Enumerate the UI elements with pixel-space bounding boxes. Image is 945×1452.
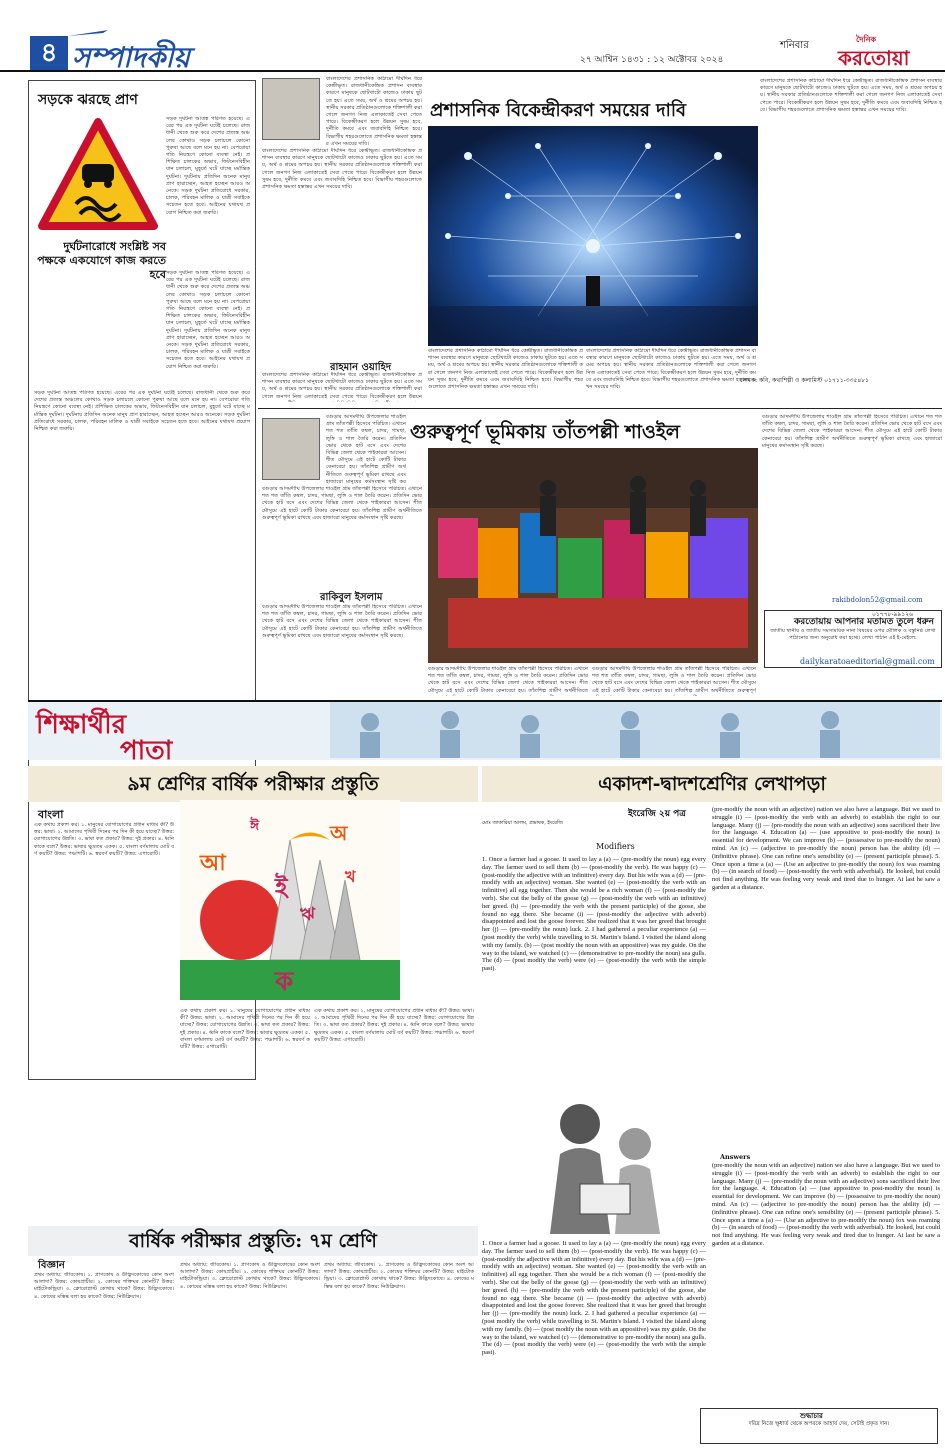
class11-topic: Modifiers (596, 842, 635, 851)
sidebar-title: সড়কে ঝরছে প্রাণ (38, 92, 138, 108)
textile-market-image (428, 448, 758, 663)
article1-body-col4: বাংলাদেশের প্রশাসনিক কাঠামো দীর্ঘদিন ধরে কেন্দ্রীভূত। রাজধানীকেন্দ্রিক প্রশাসন ব্যবস্থার কারণে মানুষকে ছোটখাটো কাজেও ঢাকায় ছুটতে হয়। এতে সময়, অর্থ ও শ্রমের অপচয় হয়। স্থানীয় সরকার প্রতিষ্ঠানগুলোকে শক্তিশালী করা গেলে জনগণ নিজ এলাকাতেই সেবা পেতে পারে। বিকেন্দ্রীকরণ হলে উন্নয়ন সুষম হবে, দুর্নীতি কমবে এবং জবাবদিহি নিশ্চিত হবে। বিভাগীয় শহরগুলোতে প্রশাসনিক ক্ষমতা হস্তান্তর এখন সময়ের দাবি। (760, 78, 942, 113)
dateline: ২৭ আশ্বিন ১৪৩১ : ১২ অক্টোবর ২০২৪ (580, 55, 724, 65)
svg-text:ঈ: ঈ (250, 818, 260, 834)
article2-lead: বগুড়ার আদমদীঘি উপজেলার শাওইল গ্রাম তাঁতপল্লী হিসেবে পরিচিত। এখানে শত শত তাঁতি কম্বল, চাদর, গামছা, লুঙ্গি ও শাল তৈরি করেন। প্রতিদিন ভোর থেকে হাট বসে এবং দেশের বিভিন্ন জেলা থেকে পাইকাররা আসেন। শীত মৌসুমে এই হাটে কোটি টাকার কেনাবেচা হয়। তাঁতশিল্প গ্রামীণ অর্থনীতিতে গুরুত্বপূর্ণ ভূমিকা রাখছে এবং হাজারো মানুষের কর্মসংস্থান সৃষ্টি কর (326, 414, 406, 484)
article1-headline: প্রশাসনিক বিকেন্দ্রীকরণ সময়ের দাবি (430, 100, 687, 121)
article1-body-col1: বাংলাদেশের প্রশাসনিক কাঠামো দীর্ঘদিন ধরে কেন্দ্রীভূত। রাজধানীকেন্দ্রিক প্রশাসন ব্যবস্থার কারণে মানুষকে ছোটখাটো কাজেও ঢাকায় ছুটতে হয়। এতে সময়, অর্থ ও শ্রমের অপচয় হয়। স্থানীয় সরকার প্রতিষ্ঠানগুলোকে শক্তিশালী করা গেলে জনগণ নিজ এলাকাতেই সেবা পেতে পারে। বিকেন্দ্রীকরণ হলে উন্নয়ন সুষম হবে, দুর্নীতি কমবে এবং জবাবদিহি নিশ্চিত হবে। বিভাগীয় শহরগুলোতে প্রশাসনিক ক্ষমতা হস্তান্তর এখন সময়ের দাবি। (262, 148, 422, 191)
class7-body-col2: প্রথম অধ্যায়: জীবকোষ। ১. প্রাণকোষ ও উদ্ভিদকোষের কোন অংশ আলাদা? উত্তর: কোষপ্রাচীর। ২. কোষের শক্তিঘর কোনটি? উত্তর: মাইটোকন্ড্রিয়া। ৩. ক্লোরোপ্লাস্ট কোথায় থাকে? উত্তর: উদ্ভিদকোষে। ৪. কোষের মস্তিষ্ক বলা হয় কাকে? উত্তর: নিউক্লিয়াস। (180, 1262, 320, 1290)
weekday: শনিবার (780, 40, 809, 51)
svg-text:আ: আ (200, 851, 226, 876)
sidebar-body-bottom: সড়ক দুর্ঘটনা আতঙ্ক পরিণত হয়েছে। এরের পর এক দুর্ঘটনা ঘটেই চলেছে। রাজধানী থেকে শুরু করে দেশের প্রত্যন্ত অঞ্চলের কোথাও সড়ক চলাচলে কোনো পুরুষা আছে বলে মনে হয় না। বেপরোয়া গতি নিয়ন্ত্রণে কোনো ব্যবস্থা নেই। প্রশিক্ষিত চালকের অভাব, ফিটনেসবিহীন যান চলাচল, মুহূর্তে ঘটে যাচ্ছে মর্মান্তিক দুর্ঘটনা। দুর্ঘটনায় প্রতিদিন অনেক মানুষ প্রাণ হারাচ্ছেন, আহত হচ্ছেন আরও অনেকে। সড়ক দুর্ঘটনা প্রতিরোধে সরকার, চালক, পরিবহন মালিক ও যাত্রী সবাইকে সচেতন হতে হবে। আইনের যথাযথ প্রয়োগ নিশ্চিত করা জরুরি। (34, 390, 250, 433)
class11-body-col1: 1. Once a farmer had a goose. It used to lay a (a) — (pre-modify the noun) egg every day. The farmer used to sell them (b) — (post-modify the verb). He was happy (c) — (post-modify the adjective with an infinitive) every day. But his wife was a (d) — (pre-modify with an adjective) woman. She wanted (e) — (post-modify the verb with an infinitive) all egg together. Then she would be a rich woman (f) — (post-modify the verb). She cut the belly of the goose (g) — (post-modify the verb with an infinitive) her greed. (h) — (pre-modify the verb with the present participle) of the goose, she found no egg there. She became (i) — (post-modify the adjective with adverb) disappointed and lost the goose forever. She realized that it was her greed that brought her (j) — (pre-modify the noun) luck. 2. I had gathered a peculiar experience (a) — (post modify the verb) while travelling to St. Martin's Island. I visited the island along with my family. (b) — (post modify the noun with an appositive) was my guide. On the way to the island, we watched (c) — (demonstrative to pre-modify the noun) sea gulls. The (d) — (post modify the verb) were (e) — (post-modify the verb with the simple past). (482, 856, 706, 973)
bangla-alphabet-illustration (180, 800, 400, 1000)
reader-box-text: জাতীয় স্থানীয় ও জাতীয় সমসাময়িক নানা বিষয়ের ওপর মৌলিক ও বস্তুনিষ্ঠ লেখা পাঠানোর জন্য অনুরোধ করা হচ্ছে। লেখা পাঠান এই ই-মেইলে: (770, 628, 936, 642)
class7-subject: বিজ্ঞান (38, 1260, 65, 1271)
class11-answers: (pre-modify the noun with an adjective) nation we also have a language. But we used to struggle (i) — (post-modify the verb with an adverb) to establish the right to our language. Many (j) — (pre-modify the noun with an adjective) sons sacrificed their live for the language. 4. Education (a) — (use appositive to post-modify the noun) is essential for development. We can improve (b) — (possessive to pre-modify the noun) mind. An (c) — (adjective to pre-modify the noun) person has the ability (d) — (infinitive phrase). One can refine one's sensibility (e) — (present participle phrase). 5. Once upon a time a (a) — (Use an adjective to pre-modify the noun) fox was roaming (b) — (in search of food) — (post-modify the verb with adverbial). He looked, but could not find anything. He was feeling very weak and tired due to hunger. At last he saw a garden at a distance. (712, 1162, 940, 1247)
article1-body-col2: বাংলাদেশের প্রশাসনিক কাঠামো দীর্ঘদিন ধরে কেন্দ্রীভূত। রাজধানীকেন্দ্রিক প্রশাসন ব্যবস্থার কারণে মানুষকে ছোটখাটো কাজেও ঢাকায় ছুটতে হয়। এতে সময়, অর্থ ও শ্রমের অপচয় হয়। স্থানীয় সরকার প্রতিষ্ঠানগুলোকে শক্তিশালী করা গেলে জনগণ নিজ এলাকাতেই সেবা পেতে পারে। বিকেন্দ্রীকরণ হলে উন্নয়ন সুষম হবে, দুর্নীতি কমবে এবং জবাবদিহি নিশ্চিত হবে। বিভাগীয় শহরগুলোতে প্রশাসনিক ক্ষমতা হস্তান্তর এখন সময়ের দাবি। (428, 348, 583, 391)
svg-text:ক: ক (275, 967, 294, 997)
student-section-title: শিক্ষার্থীর (36, 710, 127, 740)
student-section-title-2: পাতা (120, 736, 173, 766)
newspaper-logo: করতোয়া (838, 46, 910, 70)
brand-prefix: দৈনিক (856, 34, 877, 44)
reader-box-email[interactable]: dailykaratoaeditorial@gmail.com (800, 657, 935, 666)
article2-body-col1: বগুড়ার আদমদীঘি উপজেলার শাওইল গ্রাম তাঁতপল্লী হিসেবে পরিচিত। এখানে শত শত তাঁতি কম্বল, চাদর, গামছা, লুঙ্গি ও শাল তৈরি করেন। প্রতিদিন ভোর থেকে হাট বসে এবং দেশের বিভিন্ন জেলা থেকে পাইকাররা আসেন। শীত মৌসুমে এই হাটে কোটি টাকার কেনাবেচা হয়। তাঁতশিল্প গ্রামীণ অর্থনীতিতে গুরুত্বপূর্ণ ভূমিকা রাখছে এবং হাজারো মানুষের কর্মসংস্থান সৃষ্টি করছে। (262, 486, 422, 521)
network-city-image (428, 126, 758, 346)
class7-body-col3: প্রথম অধ্যায়: জীবকোষ। ১. প্রাণকোষ ও উদ্ভিদকোষের কোন অংশ আলাদা? উত্তর: কোষপ্রাচীর। ২. কোষের শক্তিঘর কোনটি? উত্তর: মাইটোকন্ড্রিয়া। ৩. ক্লোরোপ্লাস্ট কোথায় থাকে? উত্তর: উদ্ভিদকোষে। ৪. কোষের মস্তিষ্ক বলা হয় কাকে? উত্তর: নিউক্লিয়াস। (324, 1262, 474, 1290)
answers-title: Answers (720, 1153, 751, 1161)
svg-text:খ: খ (345, 867, 356, 886)
divider (258, 408, 942, 409)
author-photo (262, 418, 320, 480)
class9-body-col1: এক কথায় প্রকাশ কর। ১. মানুষের যোগাযোগের প্রধান মাধ্যম কী? উত্তর: ভাষা। ২. আমাদের পৃথিবী দিনের পর দিন কী হয়ে যাচ্ছে? উত্তর: যোগাযোগের উন্নতি। ৩. ভাষা কত প্রকার? উত্তর: দুই প্রকার। ৪. ধ্বনি কাকে বলে? উত্তর: ভাষার ক্ষুদ্রতম একক। ৫. বাংলা বর্ণমালায় মোট বর্ণ কয়টি? উত্তর: পঞ্চাশটি। ৬. স্বরবর্ণ কয়টি? উত্তর: এগারোটি। (34, 822, 174, 857)
article1-body-col1b: বাংলাদেশের প্রশাসনিক কাঠামো দীর্ঘদিন ধরে কেন্দ্রীভূত। রাজধানীকেন্দ্রিক প্রশাসন ব্যবস্থার কারণে মানুষকে ছোটখাটো কাজেও ঢাকায় ছুটতে হয়। এতে সময়, অর্থ ও শ্রমের অপচয় হয়। স্থানীয় সরকার প্রতিষ্ঠানগুলোকে শক্তিশালী করা গেলে জনগণ নিজ এলাকাতেই সেবা পেতে পারে। বিকেন্দ্রীকরণ হলে উন্নয়ন (262, 372, 422, 400)
class9-headline: ৯ম শ্রেণির বার্ষিক পরীক্ষার প্রস্তুতি (28, 766, 478, 802)
article2-headline: গুরুত্বপূর্ণ ভূমিকায় তাঁতপল্লী শাওইল (410, 421, 680, 443)
author-photo (262, 78, 320, 140)
class9-body-col2: এক কথায় প্রকাশ কর। ১. মানুষের যোগাযোগের প্রধান মাধ্যম কী? উত্তর: ভাষা। ২. আমাদের পৃথিবী দিনের পর দিন কী হয়ে যাচ্ছে? উত্তর: যোগাযোগের উন্নতি। ৩. ভাষা কত প্রকার? উত্তর: দুই প্রকার। ৪. ধ্বনি কাকে বলে? উত্তর: ভাষার ক্ষুদ্রতম একক। ৫. বাংলা বর্ণমালায় মোট বর্ণ কয়টি? উত্তর: পঞ্চাশটি। ৬. স্বরবর্ণ কয়টি? উত্তর: এগারোটি। (180, 1008, 310, 1051)
article2-body-col4: বগুড়ার আদমদীঘি উপজেলার শাওইল গ্রাম তাঁতপল্লী হিসেবে পরিচিত। এখানে শত শত তাঁতি কম্বল, চাদর, গামছা, লুঙ্গি ও শাল তৈরি করেন। প্রতিদিন ভোর থেকে হাট বসে এবং দেশের বিভিন্ন জেলা থেকে পাইকাররা আসেন। শীত মৌসুমে এই হাটে কোটি টাকার কেনাবেচা হয়। তাঁতশিল্প গ্রামীণ অর্থনীতিতে গুরুত্বপূর্ণ ভূমিকা রাখছে এবং হাজারো মানুষের কর্মসংস্থান সৃষ্টি করছে। (762, 414, 942, 449)
class7-headline: বার্ষিক পরীক্ষার প্রস্তুতি: ৭ম শ্রেণি (28, 1226, 478, 1256)
author2-email: rakibdolon52@gmail.com (832, 596, 923, 604)
class11-subject: ইংরেজি ২য় পত্র (628, 809, 686, 819)
class11-headline: একাদশ-দ্বাদশশ্রেণির লেখাপড়া (482, 766, 942, 802)
class11-body-col1b: 1. Once a farmer had a goose. It used to lay a (a) — (pre-modify the noun) egg every day. The farmer used to sell them (b) — (post-modify the verb). He was happy (c) — (post-modify the adjective with an infinitive) every day. But his wife was a (d) — (pre-modify with an adjective) woman. She wanted (e) — (post-modify the verb with an infinitive) all egg together. Then she would be a rich woman (f) — (post-modify the verb). She cut the belly of the goose (g) — (post-modify the verb with an infinitive) her greed. (h) — (pre-modify the verb with the present participle) of the goose, she found no egg there. She became (i) — (post-modify the adjective with adverb) disappointed and lost the goose forever. She realized that it was her greed that brought her (j) — (pre-modify the noun) luck. 2. I had gathered a peculiar experience (a) — (post modify the verb) while travelling to St. Martin's Island. I visited the island along with my family. (b) — (post modify the noun with an appositive) was my guide. On the way to the island, we watched (c) — (demonstrative to pre-modify the noun) sea gulls. The (d) — (post modify the verb) were (e) — (post-modify the verb with the simple past). (482, 1240, 706, 1357)
page-number: ৪ (30, 36, 68, 70)
article2-body-col1b: বগুড়ার আদমদীঘি উপজেলার শাওইল গ্রাম তাঁতপল্লী হিসেবে পরিচিত। এখানে শত শত তাঁতি কম্বল, চাদর, গামছা, লুঙ্গি ও শাল তৈরি করেন। প্রতিদিন ভোর থেকে হাট বসে এবং দেশের বিভিন্ন জেলা থেকে পাইকাররা আসেন। শীত মৌসুমে এই হাটে কোটি টাকার কেনাবেচা হয়। তাঁতশিল্প গ্রামীণ অর্থনীতিতে গুরুত্বপূর্ণ ভূমিকা রাখছে এবং হাজারো মানুষের কর্মসংস্থান সৃষ্টি করছে। (262, 604, 422, 639)
class7-body-col1: প্রথম অধ্যায়: জীবকোষ। ১. প্রাণকোষ ও উদ্ভিদকোষের কোন অংশ আলাদা? উত্তর: কোষপ্রাচীর। ২. কোষের শক্তিঘর কোনটি? উত্তর: মাইটোকন্ড্রিয়া। ৩. ক্লোরোপ্লাস্ট কোথায় থাকে? উত্তর: উদ্ভিদকোষে। ৪. কোষের মস্তিষ্ক বলা হয় কাকে? উত্তর: নিউক্লিয়াস। (34, 1272, 174, 1300)
class9-subject: বাংলা (38, 808, 64, 821)
sidebar-body-mid: সড়ক দুর্ঘটনা আতঙ্ক পরিণত হয়েছে। এরের পর এক দুর্ঘটনা ঘটেই চলেছে। রাজধানী থেকে শুরু করে দেশের প্রত্যন্ত অঞ্চলের কোথাও সড়ক চলাচলে কোনো পুরুষা আছে বলে মনে হয় না। বেপরোয়া গতি নিয়ন্ত্রণে কোনো ব্যবস্থা নেই। প্রশিক্ষিত চালকের অভাব, ফিটনেসবিহীন যান চলাচল, মুহূর্তে ঘটে যাচ্ছে মর্মান্তিক দুর্ঘটনা। দুর্ঘটনায় প্রতিদিন অনেক মানুষ প্রাণ হারাচ্ছেন, আহত হচ্ছেন আরও অনেকে। সড়ক দুর্ঘটনা প্রতিরোধে সরকার, চালক, পরিবহন মালিক ও যাত্রী সবাইকে সচেতন হতে হবে। আইনের যথাযথ প্রয়োগ নিশ্চিত করা জরুরি। (166, 270, 250, 370)
article1-author: রাহমান ওয়াহিদ (330, 362, 392, 373)
road-warning-sign-icon (38, 118, 158, 230)
article1-lead: বাংলাদেশের প্রশাসনিক কাঠামো দীর্ঘদিন ধরে কেন্দ্রীভূত। রাজধানীকেন্দ্রিক প্রশাসন ব্যবস্থার কারণে মানুষকে ছোটখাটো কাজেও ঢাকায় ছুটতে হয়। এতে সময়, অর্থ ও শ্রমের অপচয় হয়। স্থানীয় সরকার প্রতিষ্ঠানগুলোকে শক্তিশালী করা গেলে জনগণ নিজ এলাকাতেই সেবা পেতে পারে। বিকেন্দ্রীকরণ হলে উন্নয়ন সুষম হবে, দুর্নীতি কমবে এবং জবাবদিহি নিশ্চিত হবে। বিভাগীয় শহরগুলোতে প্রশাসনিক ক্ষমতা হস্তান্তর এখন সময়ের দাবি। (326, 76, 422, 146)
author2-phone: ০১৭৭৮-৯৯১২৬ (872, 611, 913, 618)
sidebar-body-top: সড়ক দুর্ঘটনা আতঙ্ক পরিণত হয়েছে। এরের পর এক দুর্ঘটনা ঘটেই চলেছে। রাজধানী থেকে শুরু করে দেশের প্রত্যন্ত অঞ্চলের কোথাও সড়ক চলাচলে কোনো পুরুষা আছে বলে মনে হয় না। বেপরোয়া গতি নিয়ন্ত্রণে কোনো ব্যবস্থা নেই। প্রশিক্ষিত চালকের অভাব, ফিটনেসবিহীন যান চলাচল, মুহূর্তে ঘটে যাচ্ছে মর্মান্তিক দুর্ঘটনা। দুর্ঘটনায় প্রতিদিন অনেক মানুষ প্রাণ হারাচ্ছেন, আহত হচ্ছেন আরও অনেকে। সড়ক দুর্ঘটনা প্রতিরোধে সরকার, চালক, পরিবহন মালিক ও যাত্রী সবাইকে সচেতন হতে হবে। আইনের যথাযথ প্রয়োগ নিশ্চিত করা জরুরি। (166, 116, 250, 216)
article1-body-col3: বাংলাদেশের প্রশাসনিক কাঠামো দীর্ঘদিন ধরে কেন্দ্রীভূত। রাজধানীকেন্দ্রিক প্রশাসন ব্যবস্থার কারণে মানুষকে ছোটখাটো কাজেও ঢাকায় ছুটতে হয়। এতে সময়, অর্থ ও শ্রমের অপচয় হয়। স্থানীয় সরকার প্রতিষ্ঠানগুলোকে শক্তিশালী করা গেলে জনগণ নিজ এলাকাতেই সেবা পেতে পারে। বিকেন্দ্রীকরণ হলে উন্নয়ন সুষম হবে, দুর্নীতি কমবে এবং জবাবদিহি নিশ্চিত হবে। বিভাগীয় শহরগুলোতে প্রশাসনিক ক্ষমতা হস্তান্তর এখন সময়ের দাবি। (586, 348, 756, 391)
svg-text:ই: ই (275, 873, 288, 901)
article2-body-col2: বগুড়ার আদমদীঘি উপজেলার শাওইল গ্রাম তাঁতপল্লী হিসেবে পরিচিত। এখানে শত শত তাঁতি কম্বল, চাদর, গামছা, লুঙ্গি ও শাল তৈরি করেন। প্রতিদিন ভোর থেকে হাট বসে এবং দেশের বিভিন্ন জেলা থেকে পাইকাররা আসেন। শীত মৌসুমে এই হাটে কোটি টাকার কেনাবেচা হয়। তাঁতশিল্প গ্রামীণ অর্থনীতিতে (428, 666, 588, 694)
reader-box-title: করতোয়ায় আপনার মতামত তুলে ধরুন (794, 617, 935, 627)
section-title: সম্পাদকীয় (72, 41, 190, 74)
footer-title: শুদ্ধাচার (800, 1411, 823, 1420)
class9-body-col3: এক কথায় প্রকাশ কর। ১. মানুষের যোগাযোগের প্রধান মাধ্যম কী? উত্তর: ভাষা। ২. আমাদের পৃথিবী দিনের পর দিন কী হয়ে যাচ্ছে? উত্তর: যোগাযোগের উন্নতি। ৩. ভাষা কত প্রকার? উত্তর: দুই প্রকার। ৪. ধ্বনি কাকে বলে? উত্তর: ভাষার ক্ষুদ্রতম একক। ৫. বাংলা বর্ণমালায় মোট বর্ণ কয়টি? উত্তর: পঞ্চাশটি। ৬. স্বরবর্ণ কয়টি? উত্তর: এগারোটি। (314, 1008, 474, 1043)
student-reading-illustration (520, 1084, 680, 1236)
svg-text:ঋ: ঋ (300, 904, 315, 925)
article2-author: রাকিবুল ইসলাম (320, 592, 383, 603)
class11-teacher: মোঃ জাকারিয়া আলম, প্রভাষক, ইংরেজি (482, 820, 563, 826)
footer-text: দরিদ্র নিজে ক্ষুধার্ত থেকে অপরকে আহার্য দেয়, সেটাই প্রকৃত দান। (748, 1421, 890, 1427)
svg-text:অ: অ (330, 821, 348, 845)
sidebar-pull-quote: দুর্ঘটনারোধে সংশ্লিষ্ট সব পক্ষকে একযোগে কাজ করতে হবে (37, 240, 166, 281)
students-banner-image (330, 702, 940, 758)
author1-contact: লেখক: কবি, কথাশিল্পী ও কলামিস্ট ০১৭১১-৩৩৫৪৮১ (740, 377, 870, 384)
article2-body-col3: বগুড়ার আদমদীঘি উপজেলার শাওইল গ্রাম তাঁতপল্লী হিসেবে পরিচিত। এখানে শত শত তাঁতি কম্বল, চাদর, গামছা, লুঙ্গি ও শাল তৈরি করেন। প্রতিদিন ভোর থেকে হাট বসে এবং দেশের বিভিন্ন জেলা থেকে পাইকাররা আসেন। শীত মৌসুমে এই হাটে কোটি টাকার কেনাবেচা হয়। তাঁতশিল্প গ্রামীণ অর্থনীতিতে গুরুত্বপূর্ণ (592, 666, 756, 694)
class11-body-col2: (pre-modify the noun with an adjective) nation we also have a language. But we used to struggle (i) — (post-modify the verb with an adverb) to establish the right to our language. Many (j) — (pre-modify the noun with an adjective) sons sacrificed their live for the language. 4. Education (a) — (use appositive to post-modify the noun) is essential for development. We can improve (b) — (possessive to pre-modify the noun) mind. An (c) — (adjective to pre-modify the noun) person has the ability (d) — (infinitive phrase). One can refine one's sensibility (e) — (present participle phrase). 5. Once upon a time a (a) — (Use an adjective to pre-modify the noun) fox was roaming (b) — (in search of food) — (post-modify the verb with adverbial). He looked, but could not find anything. He was feeling very weak and tired due to hunger. At last he saw a garden at a distance. (712, 806, 940, 891)
